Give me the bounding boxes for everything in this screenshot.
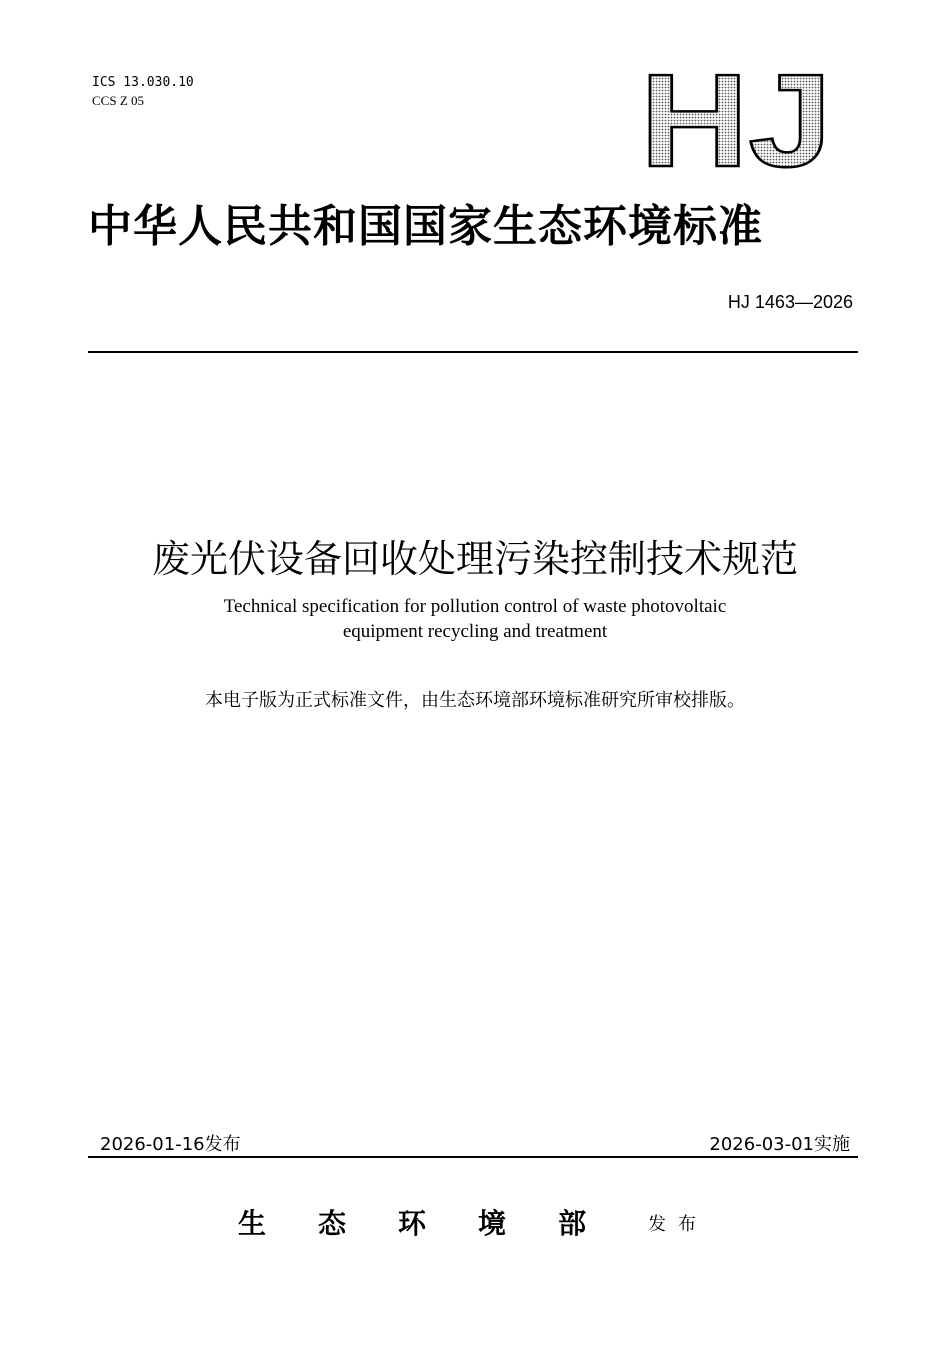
document-title-en (0, 594, 950, 644)
top-divider (88, 351, 858, 353)
hj-logo (640, 68, 835, 170)
main-title: 中华人民共和国国家生态环境标准 (88, 201, 763, 252)
bottom-divider (88, 1156, 858, 1158)
publisher-char: 态 (318, 1207, 347, 1240)
standard-number: HJ 1463—2026 (727, 292, 853, 312)
ccs-code: CCS Z 05 (92, 93, 145, 108)
publisher-char: 部 (558, 1207, 587, 1240)
title-en-line-2: equipment recycling and treatment (342, 621, 608, 642)
ics-code: ICS 13.030.10 (92, 75, 194, 90)
publisher (238, 1202, 586, 1242)
electronic-edition-notice: 本电子版为正式标准文件，由生态环境部环境标准研究所审校排版。 (205, 690, 745, 711)
document-title-cn: 废光伏设备回收处理污染控制技术规范 (151, 537, 798, 581)
hj-logo-text: HJ (640, 68, 832, 170)
publisher-char: 生 (238, 1207, 267, 1240)
publisher-char: 境 (478, 1207, 507, 1240)
release-date: 2026-01-16发布 (100, 1134, 241, 1155)
implementation-date: 2026-03-01实施 (709, 1134, 850, 1155)
classification-codes (92, 74, 194, 110)
title-en-line-1: Technical specification for pollution control of waste photovoltaic (223, 596, 727, 617)
publisher-char: 环 (398, 1207, 427, 1240)
issued-label: 发布 (648, 1214, 708, 1235)
